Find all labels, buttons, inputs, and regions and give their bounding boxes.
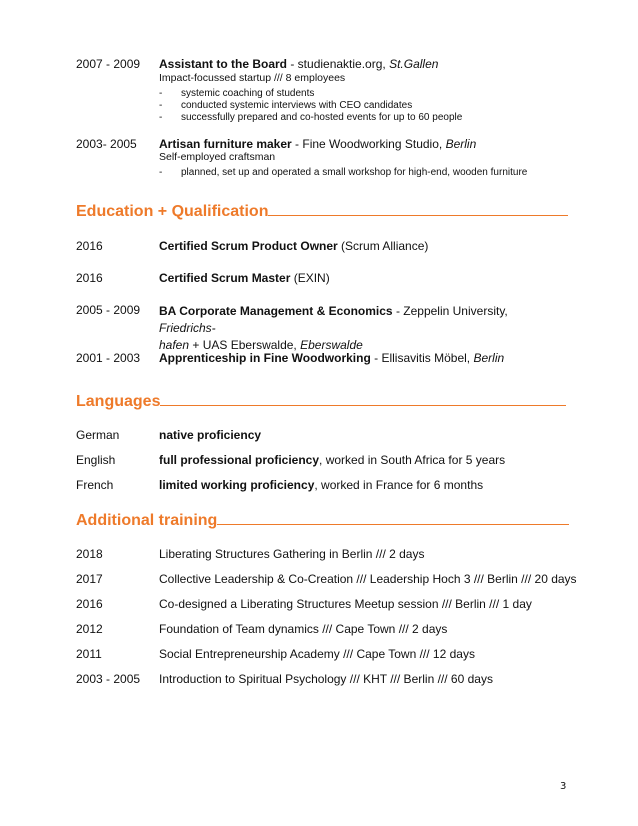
bullet-dash: -	[159, 88, 163, 99]
language-level: full professional proficiency	[159, 453, 320, 467]
education-date: 2005 - 2009	[76, 303, 141, 317]
experience-heading	[159, 57, 438, 71]
education-detail: - Zeppelin University,	[392, 304, 508, 318]
education-entry	[159, 303, 559, 354]
bullet-dash: -	[159, 167, 163, 178]
section-heading-text: Languages	[76, 393, 161, 410]
training-date: 2003 - 2005	[76, 672, 141, 686]
training-text: Co-designed a Liberating Structures Meetup session /// Berlin /// 1 day	[159, 597, 532, 611]
bullet-item	[159, 88, 314, 99]
bullet-item	[159, 167, 527, 178]
section-heading-text: Additional training	[76, 512, 218, 529]
language-detail: , worked in France for 6 months	[314, 478, 484, 492]
training-date: 2011	[76, 647, 102, 661]
education-detail: (Scrum Alliance)	[337, 239, 429, 253]
education-detail: (EXIN)	[290, 271, 330, 285]
experience-title: Artisan furniture maker	[159, 137, 292, 151]
training-text: Foundation of Team dynamics /// Cape Town /// 2 days	[159, 622, 448, 636]
experience-location: Berlin	[445, 137, 477, 151]
education-title: Certified Scrum Master	[159, 271, 291, 285]
education-entry	[159, 271, 330, 285]
education-title: BA Corporate Management & Economics	[159, 304, 393, 318]
bullet-text: conducted systemic interviews with CEO candidates	[181, 100, 413, 111]
education-location: Berlin	[473, 351, 505, 365]
language-entry	[159, 428, 261, 442]
page-number: 3	[560, 781, 567, 792]
language-level: limited working proficiency	[159, 478, 315, 492]
education-location: hafen	[159, 338, 190, 352]
experience-org: - Fine Woodworking Studio,	[291, 137, 446, 151]
experience-heading	[159, 137, 476, 151]
education-date: 2016	[76, 239, 103, 253]
training-date: 2012	[76, 622, 103, 636]
bullet-dash: -	[159, 100, 163, 111]
language-name: English	[76, 453, 116, 467]
experience-date: 2007 - 2009	[76, 57, 141, 71]
language-entry	[159, 453, 505, 467]
education-date: 2016	[76, 271, 103, 285]
education-detail: + UAS Eberswalde,	[189, 338, 301, 352]
bullet-text: successfully prepared and co-hosted events for up to 60 people	[181, 112, 463, 123]
experience-title: Assistant to the Board	[159, 57, 288, 71]
experience-subtitle: Self-employed craftsman	[159, 151, 276, 163]
experience-location: St.Gallen	[389, 57, 439, 71]
section-heading-education	[76, 203, 568, 221]
language-name: German	[76, 428, 120, 442]
training-date: 2017	[76, 572, 103, 586]
language-entry	[159, 478, 483, 492]
section-heading-text: Education + Qualification	[76, 203, 269, 220]
language-name: French	[76, 478, 114, 492]
bullet-item	[159, 112, 462, 123]
education-detail: - Ellisavitis Möbel,	[370, 351, 474, 365]
education-title: Apprenticeship in Fine Woodworking	[159, 351, 371, 365]
training-text: Social Entrepreneurship Academy /// Cape Town /// 12 days	[159, 647, 475, 661]
language-detail: , worked in South Africa for 5 years	[319, 453, 506, 467]
training-date: 2018	[76, 547, 103, 561]
training-text: Collective Leadership & Co-Creation /// Leadership Hoch 3 /// Berlin /// 20 days	[159, 572, 577, 586]
experience-date: 2003- 2005	[76, 137, 137, 151]
heading-underline	[160, 405, 566, 406]
bullet-dash: -	[159, 112, 163, 123]
heading-underline	[268, 215, 568, 216]
bullet-item	[159, 100, 412, 111]
section-heading-languages	[76, 393, 566, 411]
language-level: native proficiency	[159, 428, 262, 442]
training-text: Liberating Structures Gathering in Berlin /// 2 days	[159, 547, 425, 561]
training-date: 2016	[76, 597, 103, 611]
experience-subtitle: Impact-focussed startup /// 8 employees	[159, 72, 346, 84]
education-entry	[159, 351, 504, 365]
education-location: Friedrichs-	[159, 321, 216, 335]
heading-underline	[217, 524, 569, 525]
bullet-text: planned, set up and operated a small workshop for high-end, wooden furniture	[181, 167, 528, 178]
education-location: Eberswalde	[300, 338, 363, 352]
section-heading-training	[76, 512, 569, 530]
education-entry	[159, 239, 428, 253]
education-date: 2001 - 2003	[76, 351, 141, 365]
education-title: Certified Scrum Product Owner	[159, 239, 338, 253]
experience-org: - studienaktie.org,	[287, 57, 390, 71]
training-text: Introduction to Spiritual Psychology /// KHT /// Berlin /// 60 days	[159, 672, 493, 686]
bullet-text: systemic coaching of students	[181, 88, 315, 99]
